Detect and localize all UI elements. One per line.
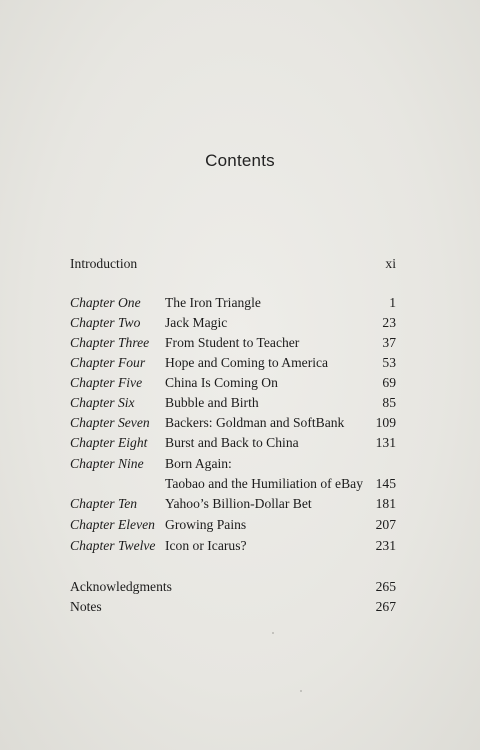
chapter-title: Born Again: — [165, 456, 232, 471]
chapter-label: Chapter Three — [70, 335, 150, 350]
toc-entry-label: Introduction — [70, 256, 138, 271]
toc-entry-label: Notes — [70, 599, 102, 614]
toc-entry-chapter-9-continued — [70, 474, 396, 494]
toc-entry-chapter-11 — [70, 515, 396, 535]
toc-page-number: xi — [385, 256, 396, 271]
chapter-label: Chapter Seven — [70, 415, 150, 430]
chapter-title: The Iron Triangle — [165, 295, 261, 310]
toc-page-number: 131 — [375, 435, 396, 450]
toc-page-number: 145 — [375, 476, 396, 491]
paper-speck — [272, 632, 274, 634]
toc-entry-chapter-9 — [70, 454, 396, 474]
chapter-label: Chapter Two — [70, 315, 141, 330]
toc-entry-notes — [70, 597, 396, 617]
toc-page-number: 207 — [375, 517, 396, 532]
chapter-label: Chapter Nine — [70, 456, 144, 471]
toc-entry-chapter-8 — [70, 433, 396, 453]
toc-entry-label: Acknowledgments — [70, 579, 172, 594]
chapter-title: From Student to Teacher — [165, 335, 300, 350]
toc-entry-chapter-3 — [70, 333, 396, 353]
toc-entry-introduction — [70, 254, 396, 274]
toc-page-number: 37 — [382, 335, 396, 350]
toc-entry-chapter-4 — [70, 353, 396, 373]
chapter-label: Chapter Four — [70, 355, 146, 370]
toc-page-number: 85 — [382, 395, 396, 410]
chapter-title: Yahoo’s Billion-Dollar Bet — [165, 496, 312, 511]
toc-page-number: 1 — [389, 295, 396, 310]
chapter-title: China Is Coming On — [165, 375, 278, 390]
chapter-title: Hope and Coming to America — [165, 355, 329, 370]
toc-page-number: 181 — [375, 496, 396, 511]
toc-page-number: 231 — [375, 538, 396, 553]
toc-page-number: 69 — [382, 375, 396, 390]
toc-entry-chapter-6 — [70, 393, 396, 413]
toc-page-number: 267 — [375, 599, 396, 614]
chapter-label: Chapter Five — [70, 375, 143, 390]
toc-page-number: 23 — [382, 315, 396, 330]
chapter-title: Bubble and Birth — [165, 395, 259, 410]
toc-entry-chapter-1 — [70, 293, 396, 313]
chapter-title: Burst and Back to China — [165, 435, 299, 450]
chapter-label: Chapter Eleven — [70, 517, 155, 532]
chapter-title: Jack Magic — [165, 315, 228, 330]
toc-entry-chapter-7 — [70, 413, 396, 433]
toc-entry-chapter-10 — [70, 494, 396, 514]
paper-speck — [300, 690, 302, 692]
page-title: Contents — [205, 151, 275, 170]
chapter-label: Chapter Six — [70, 395, 135, 410]
chapter-title-line-2: Taobao and the Humiliation of eBay — [165, 476, 363, 491]
chapter-label: Chapter One — [70, 295, 141, 310]
chapter-label: Chapter Ten — [70, 496, 138, 511]
chapter-label: Chapter Eight — [70, 435, 148, 450]
toc-page-number: 53 — [382, 355, 396, 370]
chapter-title: Growing Pains — [165, 517, 247, 532]
toc-page-number: 265 — [375, 579, 396, 594]
chapter-title: Icon or Icarus? — [165, 538, 247, 553]
toc-page-number: 109 — [375, 415, 396, 430]
toc-entry-chapter-2 — [70, 313, 396, 333]
toc-entry-chapter-12 — [70, 536, 396, 556]
chapter-title: Backers: Goldman and SoftBank — [165, 415, 345, 430]
toc-entry-chapter-5 — [70, 373, 396, 393]
chapter-label: Chapter Twelve — [70, 538, 156, 553]
toc-entry-acknowledgments — [70, 577, 396, 597]
